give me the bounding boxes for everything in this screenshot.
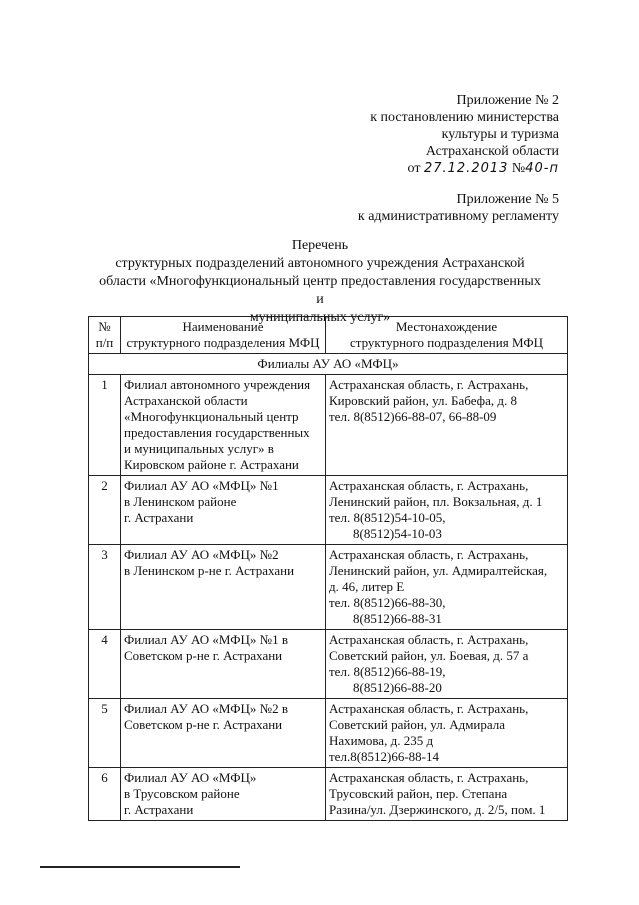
title-line: Перечень — [291, 238, 349, 253]
branch-name-line: Советском р-не г. Астрахани — [124, 648, 283, 663]
branch-address-line: тел. 8(8512)54-10-05, — [329, 510, 446, 525]
branch-address-line: 8(8512)54-10-03 — [353, 526, 442, 541]
document-title — [95, 237, 545, 327]
branch-address-line: тел.8(8512)66-88-14 — [329, 749, 440, 764]
branch-address-line: Разина/ул. Дзержинского, д. 2/5, пом. 1 — [329, 802, 546, 817]
title-line: области «Многофункциональный центр предоставления государственных и — [99, 274, 541, 307]
header-text: Наименование — [182, 319, 264, 334]
branch-address-line: тел. 8(8512)66-88-19, — [329, 664, 446, 679]
branch-name — [121, 630, 326, 699]
title-line: муниципальных услуг» — [249, 310, 391, 325]
header-text: Местонахождение — [395, 319, 498, 334]
appendix-date-line — [370, 160, 559, 177]
branch-address-line: Нахимова, д. 235 д — [329, 733, 434, 748]
branches-table — [88, 316, 568, 821]
branch-name-line: Филиал АУ АО «МФЦ» №2 — [124, 547, 279, 562]
table-row — [89, 476, 568, 545]
handwritten-number: 40-п — [525, 161, 559, 176]
branch-name — [121, 375, 326, 476]
branch-address-line: тел. 8(8512)66-88-30, — [329, 595, 446, 610]
branch-address-line: Астраханская область, г. Астрахань, — [329, 547, 529, 562]
branch-address-line: тел. 8(8512)66-88-07, 66-88-09 — [329, 409, 497, 424]
branch-address-line: Астраханская область, г. Астрахань, — [329, 770, 529, 785]
header-text: п/п — [95, 335, 114, 350]
branch-address-line: Советский район, ул. Адмирала — [329, 717, 506, 732]
branch-name-line: предоставления государственных — [124, 425, 310, 440]
branch-name — [121, 476, 326, 545]
appendix-ref-line: к административному регламенту — [357, 209, 559, 224]
table-row — [89, 375, 568, 476]
branch-address-line: 8(8512)66-88-20 — [353, 680, 442, 695]
branch-name-line: Филиал АУ АО «МФЦ» №1 — [124, 478, 279, 493]
header-text: структурного подразделения МФЦ — [349, 335, 543, 350]
group-label: Филиалы АУ АО «МФЦ» — [89, 354, 568, 375]
table-row — [89, 699, 568, 768]
number-prefix: № — [511, 161, 526, 176]
date-prefix: от — [407, 161, 421, 176]
appendix-label: Приложение № 5 — [456, 192, 559, 207]
branch-address-line: Астраханская область, г. Астрахань, — [329, 478, 529, 493]
branch-address-line: Ленинский район, пл. Вокзальная, д. 1 — [329, 494, 543, 509]
branch-address — [326, 768, 568, 821]
appendix-ref-line: к постановлению министерства — [370, 110, 559, 125]
branch-name-line: в Ленинском р-не г. Астрахани — [124, 563, 295, 578]
header-text: структурного подразделения МФЦ — [126, 335, 320, 350]
branch-address-line: Астраханская область, г. Астрахань, — [329, 632, 529, 647]
branch-address-line: Кировский район, ул. Бабефа, д. 8 — [329, 393, 517, 408]
branch-address — [326, 476, 568, 545]
branch-address-line: Советский район, ул. Боевая, д. 57 а — [329, 648, 529, 663]
table-row — [89, 768, 568, 821]
table-header-row — [89, 317, 568, 354]
branch-address-line: Астраханская область, г. Астрахань, — [329, 377, 529, 392]
branch-name-line: Филиал автономного учреждения — [124, 377, 311, 392]
branch-name-line: г. Астрахани — [124, 510, 194, 525]
title-line: структурных подразделений автономного учреждения Астраханской — [115, 256, 525, 271]
branch-address — [326, 630, 568, 699]
branch-name-line: Советском р-не г. Астрахани — [124, 717, 283, 732]
branch-name-line: г. Астрахани — [124, 802, 194, 817]
appendix-header-5 — [358, 191, 559, 225]
footer-divider — [40, 866, 240, 868]
branch-address-line: 8(8512)66-88-31 — [353, 611, 442, 626]
branch-address-line: д. 46, литер Е — [329, 579, 405, 594]
branch-name-line: Филиал АУ АО «МФЦ» №2 в — [124, 701, 288, 716]
handwritten-date: 27.12.2013 — [423, 161, 509, 176]
branch-name-line: и муниципальных услуг» в — [124, 441, 274, 456]
row-number: 2 — [89, 476, 121, 545]
row-number: 1 — [89, 375, 121, 476]
branch-address — [326, 375, 568, 476]
branch-name-line: Кировском районе г. Астрахани — [124, 457, 299, 472]
branch-name — [121, 768, 326, 821]
branch-name-line: в Ленинском районе — [124, 494, 237, 509]
row-number: 4 — [89, 630, 121, 699]
branch-address-line: Астраханская область, г. Астрахань, — [329, 701, 529, 716]
branch-name-line: Филиал АУ АО «МФЦ» №1 в — [124, 632, 288, 647]
branch-name-line: «Многофункциональный центр — [124, 409, 299, 424]
row-number: 3 — [89, 545, 121, 630]
branch-address — [326, 699, 568, 768]
header-location — [326, 317, 568, 354]
appendix-ref-line: культуры и туризма — [441, 127, 559, 142]
header-name — [121, 317, 326, 354]
branch-address-line: Ленинский район, ул. Адмиралтейская, — [329, 563, 548, 578]
header-number — [89, 317, 121, 354]
branch-name — [121, 699, 326, 768]
branch-name-line: в Трусовском районе — [124, 786, 240, 801]
appendix-header-2 — [370, 92, 559, 177]
branch-name-line: Филиал АУ АО «МФЦ» — [124, 770, 257, 785]
branch-name-line: Астраханской области — [124, 393, 248, 408]
row-number: 5 — [89, 699, 121, 768]
appendix-ref-line: Астраханской области — [425, 144, 559, 159]
branch-name — [121, 545, 326, 630]
table-row — [89, 630, 568, 699]
branch-address — [326, 545, 568, 630]
table-row — [89, 545, 568, 630]
row-number: 6 — [89, 768, 121, 821]
appendix-label: Приложение № 2 — [456, 93, 559, 108]
group-row — [89, 354, 568, 375]
header-text: № — [98, 319, 111, 334]
branch-address-line: Трусовский район, пер. Степана — [329, 786, 508, 801]
